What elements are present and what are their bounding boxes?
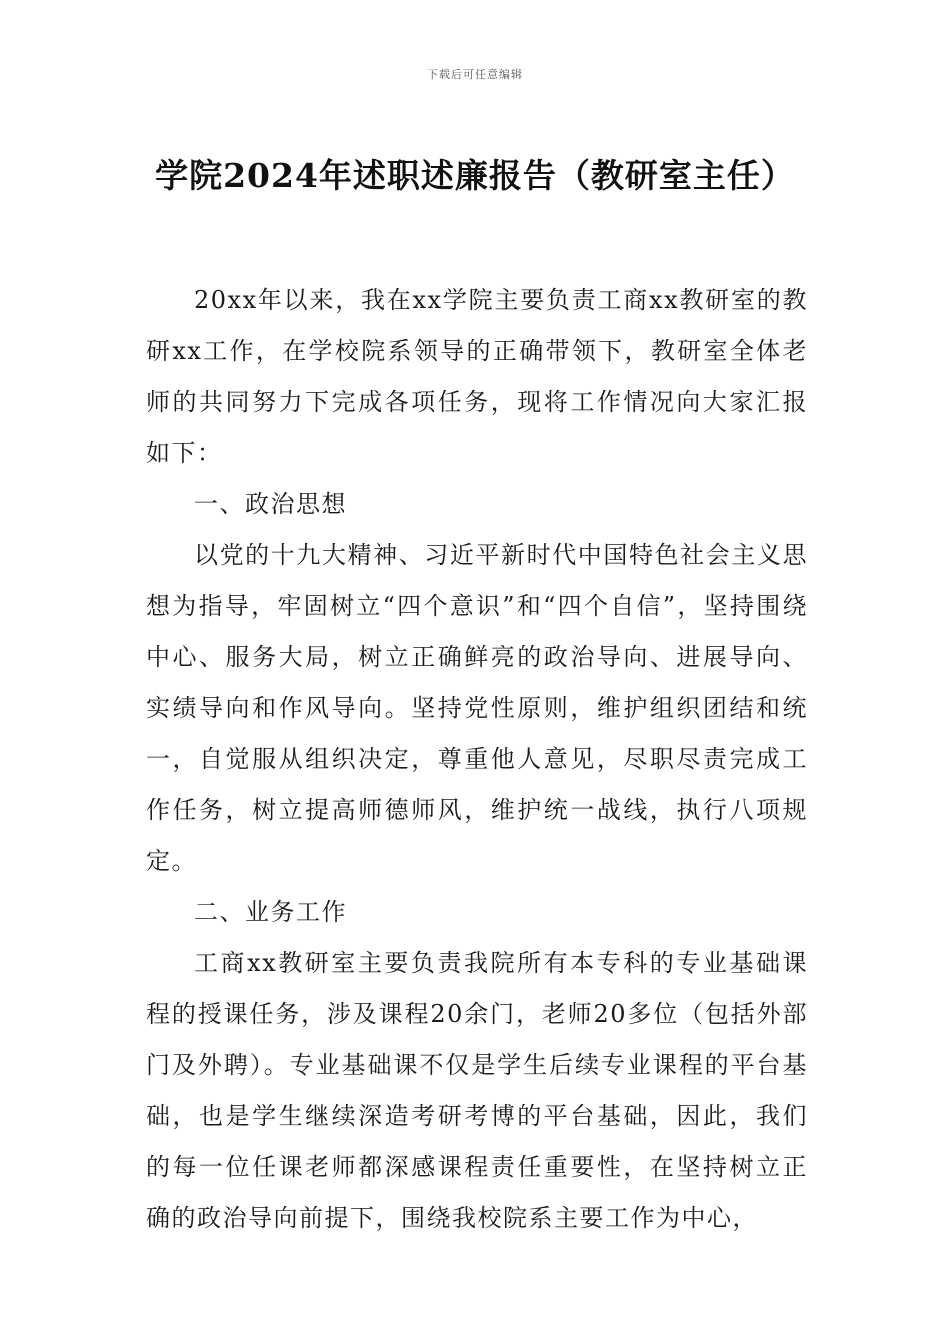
section-heading-politics: 一、政治思想 <box>194 490 347 518</box>
section-heading-work: 二、业务工作 <box>194 898 347 926</box>
intro-paragraph: 20xx年以来，我在xx学院主要负责工商xx教研室的教研xx工作，在学校院系领导的正确带领下，教研室全体老师的共同努力下完成各项任务，现将工作情况向大家汇报如下： <box>146 286 808 467</box>
document-title: 学院2024年述职述廉报告（教研室主任） <box>155 156 795 195</box>
document-body <box>146 275 808 1244</box>
work-paragraph: 工商xx教研室主要负责我院所有本专科的专业基础课程的授课任务，涉及课程20余门，老师20多位（包括外部门及外聘）。专业基础课不仅是学生后续专业课程的平台基础，也是学生继续深造考研考博的平台基础，因此，我们的每一位任课老师都深感课程责任重要性，在坚持树立正确的政治导向前提下，围绕我校院系主要工作为中心， <box>146 949 808 1232</box>
header-note: 下载后可任意编辑 <box>427 68 523 81</box>
politics-paragraph: 以党的十九大精神、习近平新时代中国特色社会主义思想为指导，牢固树立“四个意识”和“四个自信”，坚持围绕中心、服务大局，树立正确鲜亮的政治导向、进展导向、实绩导向和作风导向。坚持党性原则，维护组织团结和统一，自觉服从组织决定，尊重他人意见，尽职尽责完成工作任务，树立提高师德师风，维护统一战线，执行八项规定。 <box>146 541 808 875</box>
